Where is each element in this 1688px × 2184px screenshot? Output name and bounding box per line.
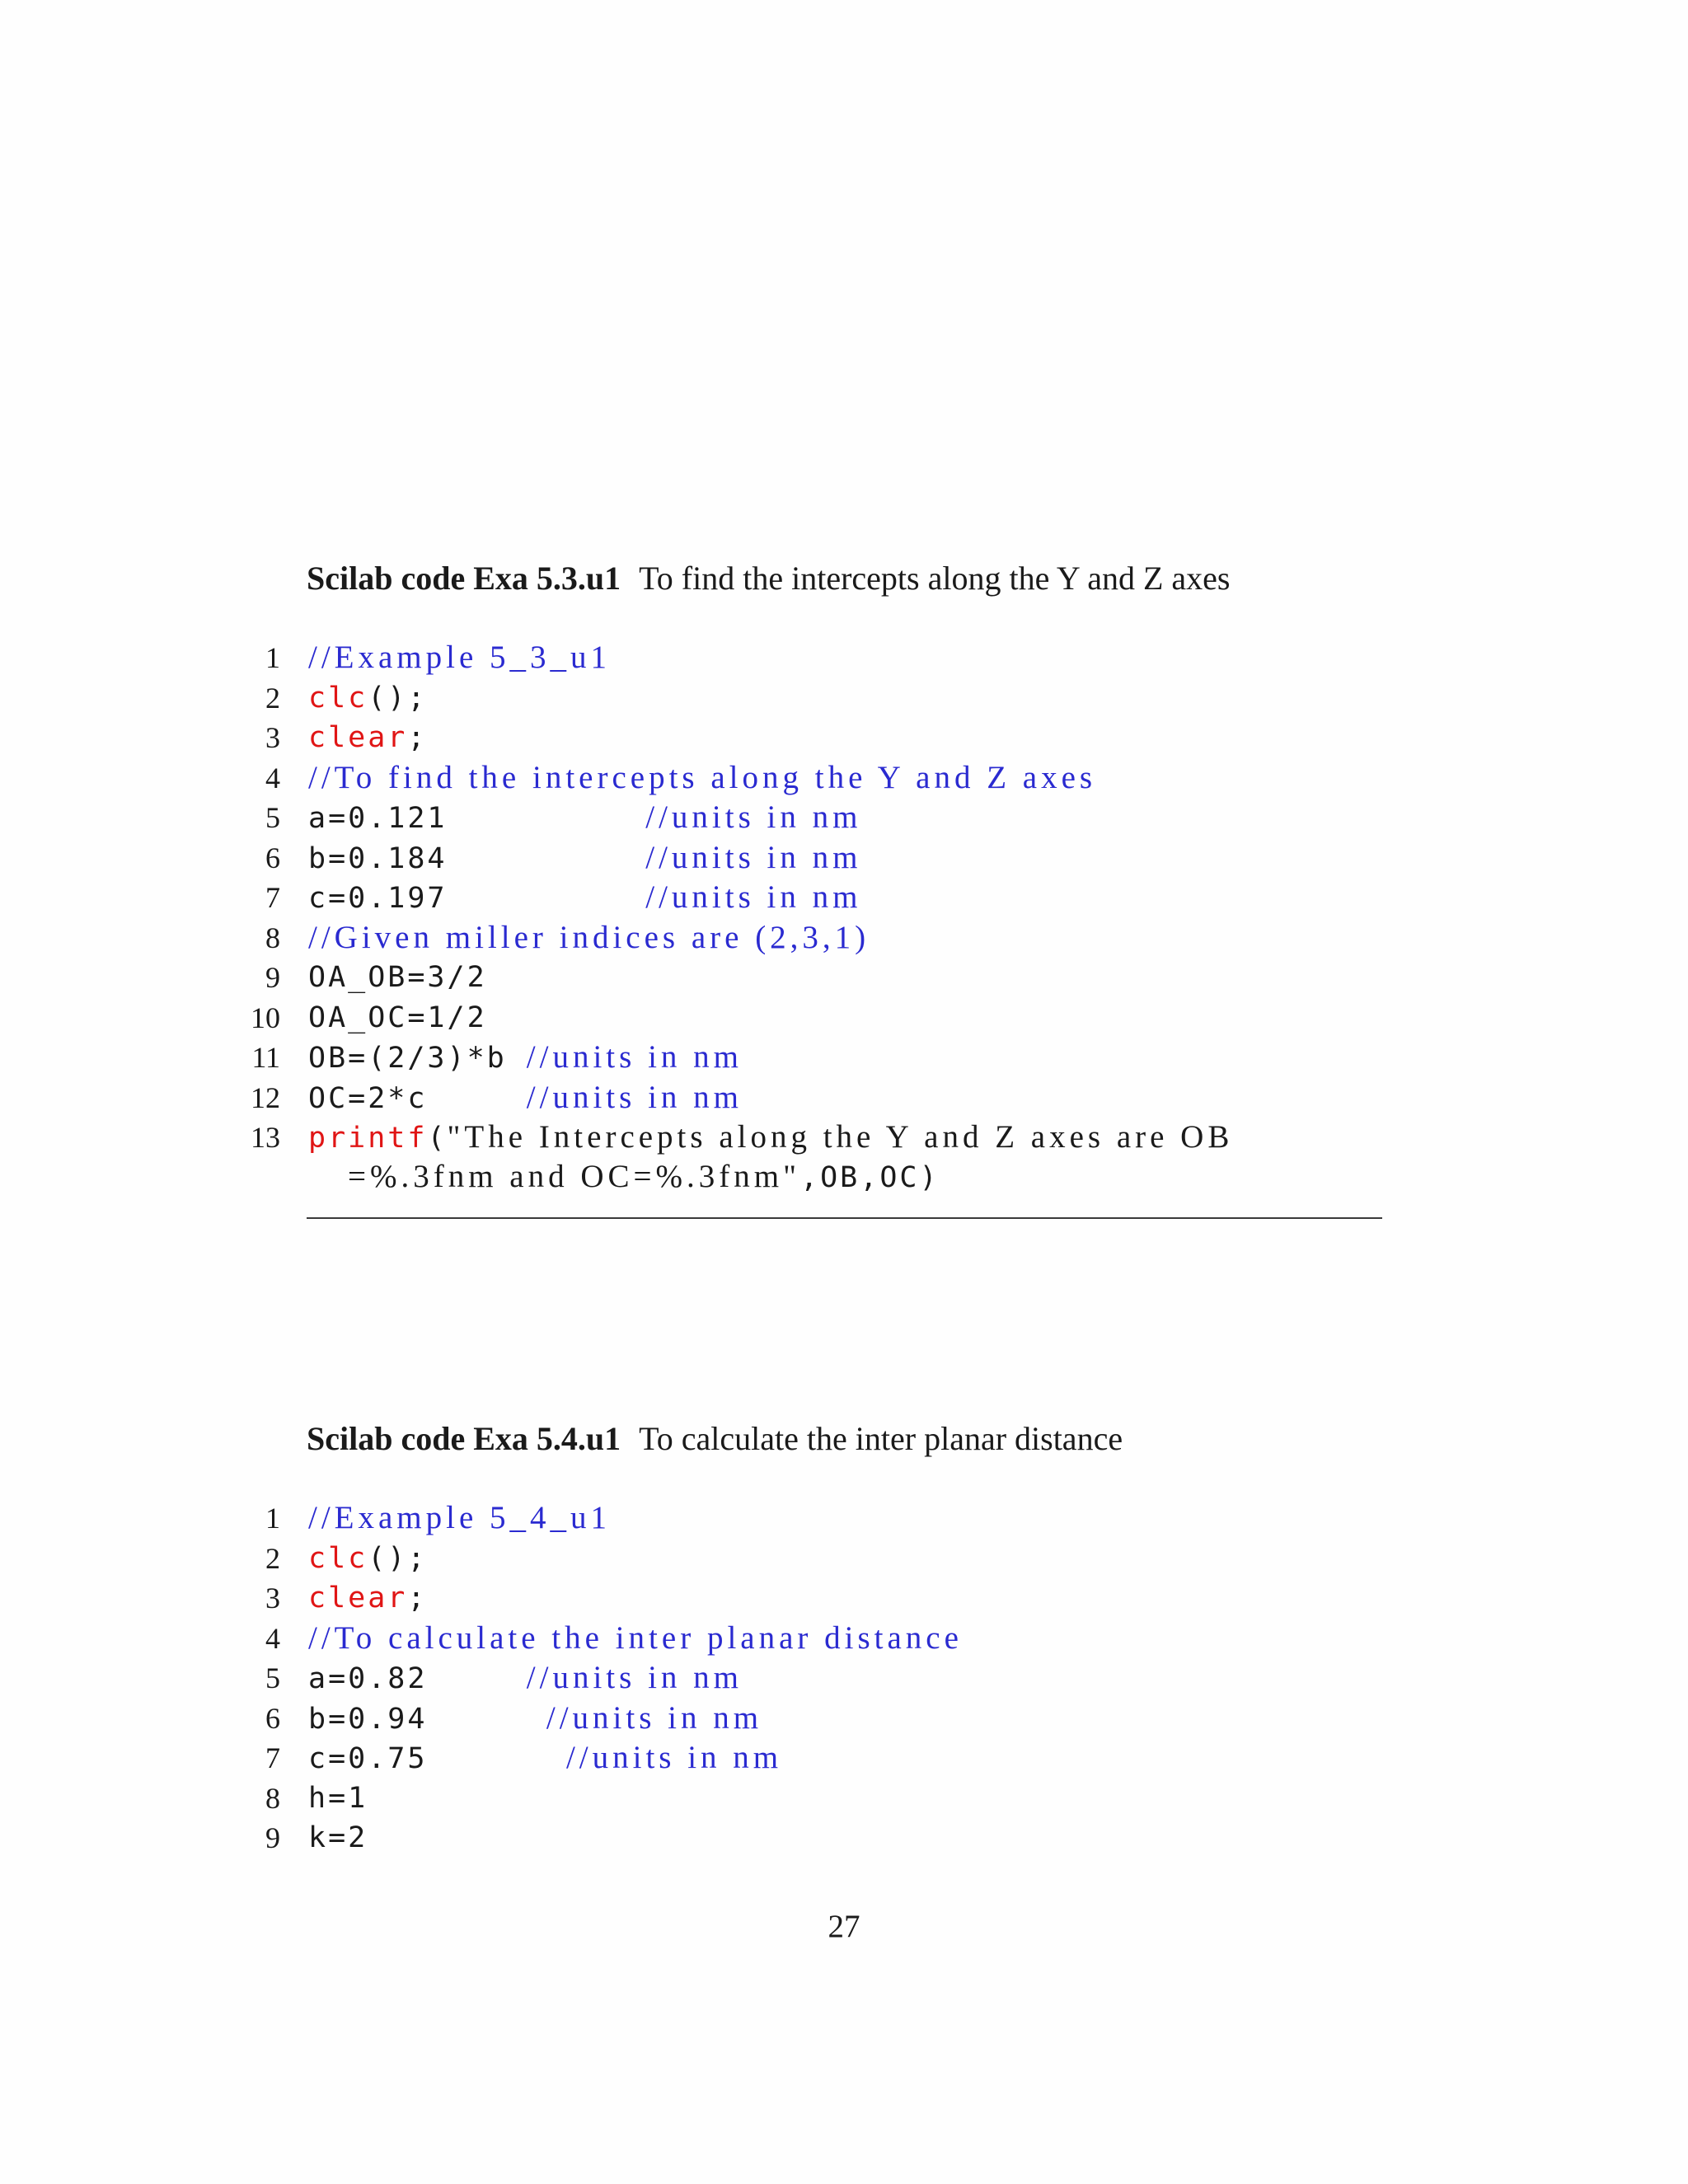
code-text [308, 1498, 611, 1539]
code-comment: //units in nm [526, 1039, 743, 1075]
code-token [448, 842, 646, 875]
code-string: "The Intercepts along the Y and Z axes are OB [447, 1119, 1234, 1155]
caption-description: To calculate the inter planar distance [639, 1420, 1123, 1457]
code-line [0, 998, 1688, 1038]
code-text [308, 1539, 427, 1578]
line-number: 8 [265, 1781, 280, 1815]
code-line [0, 678, 1688, 719]
code-listing [0, 638, 1688, 1197]
code-line [0, 798, 1688, 838]
code-text [308, 998, 487, 1038]
code-keyword: printf [308, 1122, 428, 1155]
code-token: ; [407, 721, 428, 754]
code-token: b=0.184 [308, 841, 448, 875]
code-line [0, 878, 1688, 918]
code-line [0, 1738, 1688, 1779]
code-keyword: clc [308, 1541, 368, 1575]
code-token [427, 1742, 566, 1775]
line-number: 3 [265, 721, 280, 754]
code-comment: //units in nm [645, 839, 862, 875]
code-comment: //Example 5_4_u1 [308, 1500, 612, 1535]
code-line [0, 1118, 1688, 1197]
code-line [0, 1619, 1688, 1659]
code-text [308, 758, 1096, 799]
code-line [0, 1699, 1688, 1739]
code-continuation [348, 1157, 940, 1197]
code-token: ,OB,OC) [800, 1161, 940, 1194]
code-token: a=0.121 [308, 802, 448, 835]
code-line [0, 1779, 1688, 1819]
code-token: OB=(2/3)*b [308, 1042, 527, 1075]
line-number: 3 [265, 1582, 280, 1615]
line-number: 7 [265, 1741, 280, 1774]
code-comment: //Given miller indices are (2,3,1) [308, 919, 870, 955]
code-text [308, 798, 861, 838]
line-number: 2 [265, 681, 280, 715]
line-number: 8 [265, 921, 280, 954]
code-token: a=0.82 [308, 1662, 428, 1695]
code-text [308, 1779, 368, 1818]
code-text [308, 1038, 743, 1078]
line-number: 2 [265, 1541, 280, 1575]
listing-caption [307, 559, 1231, 599]
code-token: OA_OC=1/2 [308, 1001, 487, 1034]
code-token: OC=2*c [308, 1081, 527, 1115]
line-number: 5 [265, 1661, 280, 1694]
code-text [308, 838, 861, 879]
line-number: 6 [265, 841, 280, 874]
code-comment: //Example 5_3_u1 [308, 640, 612, 675]
code-text [308, 878, 861, 918]
line-number: 12 [251, 1080, 280, 1114]
code-token [448, 882, 646, 915]
code-line [0, 718, 1688, 758]
code-line [0, 758, 1688, 799]
code-text [308, 678, 427, 718]
code-text [308, 1118, 1233, 1158]
code-token: OA_OB=3/2 [308, 961, 487, 994]
code-token: b=0.94 [308, 1702, 428, 1736]
line-number: 9 [265, 961, 280, 994]
code-text [308, 1578, 427, 1618]
code-keyword: clear [308, 1582, 408, 1615]
code-text [308, 1818, 368, 1858]
code-token: (); [368, 1541, 428, 1575]
line-number: 1 [265, 641, 280, 674]
line-number: 11 [251, 1041, 280, 1074]
code-token [448, 802, 646, 835]
code-token: (); [368, 681, 428, 715]
line-number: 4 [265, 1621, 280, 1655]
code-line [0, 638, 1688, 678]
code-text [308, 1619, 963, 1659]
caption-label: Scilab code Exa 5.4.u1 [307, 1420, 621, 1457]
code-comment: //units in nm [526, 1079, 743, 1115]
code-line [0, 1578, 1688, 1619]
code-token: c=0.75 [308, 1742, 428, 1775]
code-token: h=1 [308, 1781, 368, 1815]
code-comment: //To find the intercepts along the Y and Z axes [308, 759, 1097, 795]
code-text [308, 1078, 743, 1118]
line-number: 10 [251, 1001, 280, 1034]
code-text [308, 638, 611, 678]
code-line [0, 1658, 1688, 1699]
code-text [308, 1738, 782, 1779]
line-number: 5 [265, 801, 280, 834]
code-line [0, 838, 1688, 879]
code-text [308, 1658, 743, 1699]
code-line [0, 958, 1688, 998]
code-token: k=2 [308, 1821, 368, 1854]
code-string: =%.3fnm and OC=%.3fnm" [348, 1159, 801, 1194]
code-text [308, 718, 427, 757]
line-number: 7 [265, 881, 280, 914]
code-comment: //units in nm [645, 799, 862, 835]
code-token: ( [427, 1122, 448, 1155]
code-line [0, 1498, 1688, 1539]
code-token: c=0.197 [308, 882, 448, 915]
code-token [427, 1662, 526, 1695]
code-line [0, 1078, 1688, 1118]
code-text [308, 958, 487, 997]
code-token [427, 1703, 546, 1736]
code-listing [0, 1498, 1688, 1858]
code-comment: //units in nm [645, 879, 862, 915]
line-number: 9 [265, 1821, 280, 1854]
code-comment: //units in nm [565, 1740, 783, 1775]
listing-caption [307, 1419, 1123, 1460]
code-comment: //units in nm [546, 1699, 763, 1736]
code-line [0, 1038, 1688, 1078]
code-comment: //To calculate the inter planar distance [308, 1619, 963, 1656]
page-number: 27 [828, 1909, 860, 1944]
line-number: 6 [265, 1701, 280, 1735]
code-keyword: clc [308, 681, 368, 715]
code-text [308, 918, 870, 958]
listing-bottom-rule [307, 1217, 1382, 1219]
line-number: 1 [265, 1502, 280, 1535]
code-line [0, 1539, 1688, 1579]
code-keyword: clear [308, 721, 408, 754]
line-number: 13 [251, 1121, 280, 1154]
code-token: ; [407, 1582, 428, 1615]
code-line [0, 1818, 1688, 1858]
code-text [308, 1699, 762, 1739]
code-comment: //units in nm [526, 1660, 743, 1695]
caption-description: To find the intercepts along the Y and Z axes [639, 560, 1231, 597]
caption-label: Scilab code Exa 5.3.u1 [307, 560, 621, 597]
code-line [0, 918, 1688, 958]
line-number: 4 [265, 761, 280, 794]
